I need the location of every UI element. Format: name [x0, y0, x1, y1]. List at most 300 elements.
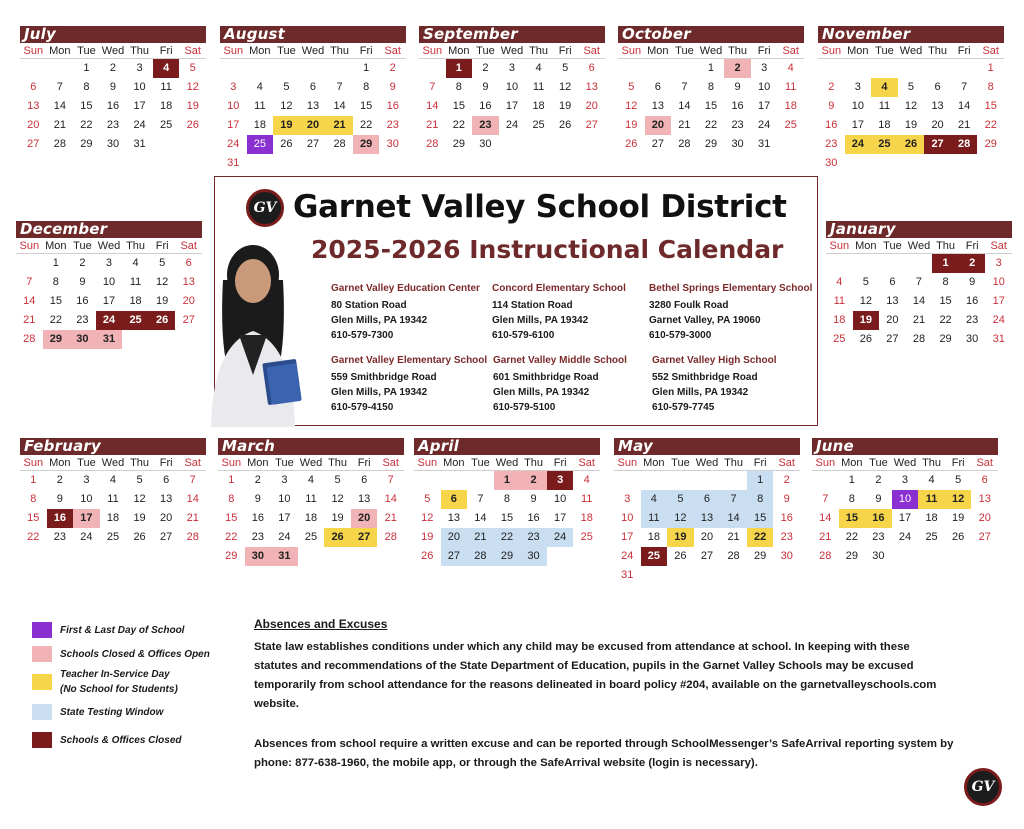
day-cell: 25 [532, 119, 545, 131]
day-cell: 13 [358, 493, 371, 505]
day-cell: 5 [955, 474, 962, 486]
day-cell: 13 [27, 100, 40, 112]
day-cell: 16 [825, 119, 838, 131]
day-cell: 31 [271, 547, 298, 566]
day-cell: 3 [136, 62, 143, 74]
day-cell: 12 [667, 509, 694, 528]
day-cell: 16 [251, 512, 264, 524]
day-cell: 13 [978, 493, 991, 505]
district-name: Garnet Valley School District [293, 189, 787, 225]
weekday-label: Sun [621, 45, 642, 57]
day-cell: 20 [351, 509, 378, 528]
day-cell: 7 [477, 493, 484, 505]
day-cell: 29 [845, 550, 858, 562]
day-cell: 15 [452, 100, 465, 112]
day-cell: 7 [387, 474, 394, 486]
weekday-header-row [20, 43, 206, 59]
weekday-label: Thu [728, 45, 748, 57]
empty-day-cell [818, 59, 845, 78]
month-title: June [812, 438, 998, 455]
day-cell: 10 [133, 81, 146, 93]
day-cell: 31 [621, 569, 634, 581]
day-cell: 1 [848, 474, 855, 486]
day-cell: 30 [520, 547, 547, 566]
day-cell: 7 [681, 81, 688, 93]
weekday-label: Fri [159, 45, 173, 57]
day-cell: 6 [934, 81, 941, 93]
day-cell: 22 [452, 119, 465, 131]
day-cell: 12 [421, 512, 434, 524]
day-cell: 21 [426, 119, 439, 131]
legend-schools-offices-closed [32, 732, 182, 748]
school-phone: 610-579-6100 [492, 330, 555, 341]
day-cell: 5 [424, 493, 431, 505]
day-cell: 30 [386, 138, 399, 150]
day-cell: 25 [106, 531, 120, 543]
day-cell: 31 [133, 138, 146, 150]
day-cell: 1 [707, 62, 715, 74]
day-cell: 15 [939, 295, 952, 307]
day-cell: 4 [871, 78, 898, 97]
day-cell: 16 [479, 100, 492, 112]
weekday-label: Sun [19, 240, 40, 252]
day-cell: 4 [109, 474, 117, 486]
weekday-label: Tue [675, 45, 694, 57]
day-cell: 4 [836, 276, 843, 288]
school-concord-elementary [492, 283, 652, 343]
school-name: Garnet Valley Elementary School [331, 355, 488, 366]
day-cell: 8 [987, 81, 994, 93]
day-cell: 4 [256, 81, 263, 93]
logo-text: GV [253, 200, 277, 216]
day-cell: 9 [56, 493, 63, 505]
month-august [220, 26, 406, 173]
day-cell: 19 [421, 531, 434, 543]
weekday-label: Sat [778, 457, 795, 469]
weekday-label: Thu [928, 45, 948, 57]
day-cell: 21 [727, 531, 740, 543]
weekday-label: Mon [49, 45, 71, 57]
weekday-label: Sun [815, 457, 836, 469]
day-cell: 10 [554, 493, 567, 505]
day-cell: 3 [508, 62, 516, 74]
day-cell: 11 [107, 493, 119, 505]
day-cell: 6 [163, 474, 170, 486]
day-cell: 18 [833, 314, 846, 326]
day-cell: 7 [189, 474, 196, 486]
day-cell: 24 [547, 528, 574, 547]
day-cell: 20 [182, 295, 195, 307]
day-cell: 23 [731, 119, 744, 131]
day-cell: 7 [56, 81, 63, 93]
day-cell: 11 [580, 493, 593, 505]
day-cell: 1 [363, 62, 370, 74]
day-cell: 19 [559, 100, 572, 112]
empty-day-cell [853, 254, 880, 273]
day-cell: 8 [848, 493, 855, 505]
weekday-label: Fri [357, 457, 371, 469]
day-cell: 8 [228, 493, 235, 505]
weekday-label: Mon [49, 457, 71, 469]
empty-day-cell [694, 471, 721, 490]
day-cell: 11 [641, 509, 668, 528]
school-gv-middle [493, 355, 653, 415]
empty-day-cell [20, 59, 47, 78]
day-cell: 24 [898, 531, 912, 543]
day-cell: 11 [160, 81, 172, 93]
day-cell: 9 [783, 493, 790, 505]
month-title: November [818, 26, 1004, 43]
weekday-label: Fri [957, 45, 971, 57]
day-cell: 27 [978, 531, 991, 543]
day-cell: 3 [281, 474, 288, 486]
weekday-label: Sun [221, 457, 242, 469]
day-cell: 6 [588, 62, 595, 74]
school-address: 3280 Foulk Road [649, 300, 729, 311]
day-cell: 15 [747, 509, 774, 528]
day-cell: 12 [156, 276, 169, 288]
day-cell: 2 [828, 81, 835, 93]
day-cell: 11 [305, 493, 317, 505]
day-cell: 29 [225, 550, 238, 562]
empty-day-cell [247, 59, 274, 78]
empty-day-cell [220, 59, 247, 78]
empty-day-cell [871, 59, 898, 78]
day-cell: 9 [875, 493, 882, 505]
weekday-header-row [419, 43, 605, 59]
day-cell: 28 [23, 333, 36, 345]
day-cell: 1 [30, 474, 37, 486]
day-cell: 17 [133, 100, 146, 112]
day-cell: 9 [109, 81, 117, 93]
day-cell: 5 [907, 81, 915, 93]
day-cell: 26 [421, 550, 434, 562]
weekday-label: Thu [529, 45, 549, 57]
day-cell: 28 [727, 550, 740, 562]
day-cell: 21 [912, 314, 926, 326]
legend-label: State Testing Window [60, 706, 164, 718]
day-cell: 10 [621, 512, 634, 524]
day-cell: 1 [83, 62, 90, 74]
day-cell: 19 [331, 512, 344, 524]
day-cell: 3 [105, 257, 113, 269]
day-cell: 3 [230, 81, 237, 93]
day-cell: 6 [30, 81, 37, 93]
day-cell: 28 [912, 333, 926, 345]
day-cell: 1 [446, 59, 473, 78]
weekday-header-row [812, 455, 998, 471]
day-cell: 22 [747, 528, 774, 547]
day-cell: 20 [585, 100, 598, 112]
weekday-label: Sun [422, 45, 443, 57]
day-cell: 3 [995, 257, 1002, 269]
day-cell: 10 [505, 81, 519, 93]
day-cell: 12 [331, 493, 344, 505]
month-title: October [618, 26, 804, 43]
weekday-label: Wed [299, 457, 323, 469]
day-cell: 10 [758, 81, 771, 93]
day-cell: 24 [992, 314, 1005, 326]
day-cell: 30 [872, 550, 885, 562]
day-cell: 27 [651, 138, 664, 150]
day-cell: 12 [859, 295, 872, 307]
day-cell: 12 [559, 81, 572, 93]
empty-day-cell [300, 59, 327, 78]
day-cell: 27 [306, 138, 320, 150]
district-info-box [214, 176, 818, 426]
day-cell: 18 [580, 512, 593, 524]
legend-label: Schools Closed & Offices Open [60, 648, 210, 660]
day-grid [812, 471, 998, 566]
weekday-label: Mon [847, 45, 869, 57]
weekday-label: Tue [883, 240, 902, 252]
day-cell: 12 [904, 100, 918, 112]
day-cell: 9 [828, 100, 835, 112]
weekday-label: Mon [247, 457, 269, 469]
day-grid [16, 254, 202, 349]
day-cell: 22 [49, 314, 62, 326]
day-cell: 10 [102, 276, 116, 288]
month-may [614, 438, 800, 585]
day-cell: 25 [304, 531, 318, 543]
day-cell: 14 [186, 493, 199, 505]
day-cell: 19 [853, 311, 880, 330]
legend-swatch [32, 704, 52, 720]
weekday-label: Tue [77, 457, 96, 469]
day-cell: 8 [503, 493, 511, 505]
day-grid [220, 59, 406, 173]
empty-day-cell [414, 471, 441, 490]
month-title: April [414, 438, 600, 455]
day-cell: 29 [754, 550, 767, 562]
weekday-label: Wed [899, 45, 923, 57]
day-cell: 28 [53, 138, 66, 150]
day-grid [419, 59, 605, 154]
weekday-label: Wed [495, 457, 519, 469]
day-cell: 28 [426, 138, 439, 150]
day-cell: 25 [122, 311, 149, 330]
empty-day-cell [951, 59, 978, 78]
day-cell: 27 [351, 528, 378, 547]
day-cell: 7 [26, 276, 33, 288]
day-cell: 8 [747, 490, 774, 509]
empty-day-cell [47, 59, 74, 78]
day-cell: 16 [106, 100, 120, 112]
weekday-label: Sat [384, 45, 401, 57]
month-title: February [20, 438, 206, 455]
empty-day-cell [641, 471, 668, 490]
day-cell: 5 [562, 62, 569, 74]
day-cell: 18 [106, 512, 120, 524]
day-cell: 6 [309, 81, 317, 93]
empty-day-cell [812, 471, 839, 490]
day-cell: 2 [724, 59, 751, 78]
day-cell: 18 [647, 531, 660, 543]
day-cell: 22 [984, 119, 997, 131]
day-cell: 24 [80, 531, 93, 543]
month-november [818, 26, 1004, 173]
weekday-label: Sat [180, 240, 197, 252]
school-bethel-springs [649, 283, 813, 343]
day-cell: 17 [992, 295, 1005, 307]
day-cell: 10 [992, 276, 1005, 288]
weekday-label: Fri [558, 45, 572, 57]
legend-first-last-day [32, 622, 184, 638]
weekday-label: Fri [965, 240, 979, 252]
day-cell: 2 [875, 474, 882, 486]
school-city: Glen Mills, PA 19342 [331, 315, 428, 326]
weekday-label: Fri [553, 457, 567, 469]
day-cell: 14 [678, 100, 691, 112]
day-cell: 24 [96, 311, 123, 330]
legend-label: Schools & Offices Closed [60, 734, 182, 746]
day-cell: 8 [707, 81, 715, 93]
day-cell: 26 [952, 531, 965, 543]
day-cell: 24 [505, 119, 519, 131]
day-cell: 13 [306, 100, 320, 112]
school-phone: 610-579-3000 [649, 330, 712, 341]
weekday-header-row [20, 455, 206, 471]
weekday-label: Sun [23, 457, 44, 469]
day-cell: 31 [227, 157, 240, 169]
day-cell: 28 [384, 531, 397, 543]
weekday-label: Thu [724, 457, 744, 469]
school-address: 601 Smithbridge Road [493, 372, 599, 383]
legend-label: Teacher In-Service Day [60, 669, 170, 680]
day-cell: 24 [133, 119, 146, 131]
weekday-label: Fri [757, 45, 771, 57]
day-cell: 31 [992, 333, 1005, 345]
day-cell: 30 [245, 547, 272, 566]
day-cell: 23 [53, 531, 66, 543]
weekday-label: Tue [476, 45, 495, 57]
day-cell: 19 [156, 295, 169, 307]
day-cell: 23 [872, 531, 885, 543]
day-cell: 2 [482, 62, 489, 74]
day-cell: 1 [932, 254, 959, 273]
weekday-label: Wed [695, 457, 719, 469]
day-cell: 4 [787, 62, 794, 74]
weekday-label: Thu [328, 457, 348, 469]
day-cell: 30 [69, 330, 96, 349]
day-cell: 15 [49, 295, 62, 307]
day-cell: 16 [780, 512, 793, 524]
empty-day-cell [667, 471, 694, 490]
day-cell: 20 [700, 531, 714, 543]
empty-day-cell [906, 254, 933, 273]
month-march [218, 438, 404, 566]
school-city: Glen Mills, PA 19342 [652, 387, 749, 398]
day-cell: 26 [149, 311, 176, 330]
day-cell: 27 [585, 119, 598, 131]
school-name: Concord Elementary School [492, 283, 626, 294]
day-cell: 5 [862, 276, 869, 288]
day-cell: 20 [160, 512, 173, 524]
day-grid [218, 471, 404, 566]
empty-day-cell [614, 471, 641, 490]
day-cell: 27 [886, 333, 899, 345]
day-cell: 22 [939, 314, 952, 326]
day-cell: 26 [898, 135, 925, 154]
weekday-label: Wed [500, 45, 524, 57]
weekday-label: Sat [782, 45, 799, 57]
day-cell: 7 [915, 276, 923, 288]
month-january [826, 221, 1012, 349]
day-cell: 13 [160, 493, 173, 505]
legend-swatch [32, 646, 52, 662]
day-cell: 23 [386, 119, 399, 131]
weekday-label: Tue [869, 457, 888, 469]
month-title: January [826, 221, 1012, 238]
weekday-label: Sat [990, 240, 1007, 252]
school-name: Bethel Springs Elementary School [649, 283, 813, 294]
day-cell: 30 [966, 333, 979, 345]
day-cell: 24 [845, 135, 872, 154]
school-city: Garnet Valley, PA 19060 [649, 315, 761, 326]
day-cell: 28 [467, 547, 494, 566]
weekday-label: Fri [359, 45, 373, 57]
absences-paragraph-1: State law establishes conditions under which any child may be excused from attendance at school. In keeping with these statutes and recommendations of the State Department of Education, pupils in the Garnet Valley Schools may be excused temporarily from school attendance for the reasons delineated in board policy #204, available on the garnetvalleyschools.com website. [254, 641, 937, 710]
day-cell: 19 [625, 119, 638, 131]
day-cell: 24 [227, 138, 240, 150]
day-cell: 15 [360, 100, 373, 112]
day-cell: 22 [360, 119, 373, 131]
weekday-label: Wed [893, 457, 917, 469]
month-title: September [419, 26, 605, 43]
day-cell: 14 [384, 493, 397, 505]
day-cell: 28 [678, 138, 691, 150]
day-cell: 16 [731, 100, 744, 112]
day-cell: 19 [904, 119, 918, 131]
day-cell: 29 [704, 138, 718, 150]
school-city: Glen Mills, PA 19342 [492, 315, 589, 326]
day-cell: 30 [106, 138, 120, 150]
day-cell: 26 [674, 550, 687, 562]
day-cell: 4 [535, 62, 542, 74]
day-cell: 21 [384, 512, 397, 524]
day-grid [618, 59, 804, 154]
day-cell: 19 [186, 100, 199, 112]
weekday-label: Fri [155, 240, 169, 252]
calendar-title: 2025-2026 Instructional Calendar [311, 235, 784, 264]
day-cell: 21 [186, 512, 199, 524]
day-cell: 25 [784, 119, 797, 131]
weekday-label: Sat [578, 457, 595, 469]
weekday-label: Thu [922, 457, 942, 469]
day-cell: 19 [667, 528, 694, 547]
day-cell: 15 [27, 512, 40, 524]
day-cell: 2 [254, 474, 261, 486]
school-address: 559 Smithbridge Road [331, 372, 437, 383]
month-february [20, 438, 206, 547]
day-cell: 23 [825, 138, 838, 150]
empty-day-cell [898, 59, 925, 78]
weekday-label: Wed [301, 45, 325, 57]
day-cell: 21 [467, 528, 494, 547]
day-cell: 28 [333, 138, 346, 150]
student-photo [183, 235, 323, 427]
day-cell: 20 [886, 314, 899, 326]
weekday-label: Thu [130, 45, 150, 57]
empty-day-cell [326, 59, 353, 78]
legend-label: First & Last Day of School [60, 624, 185, 636]
weekday-label: Fri [159, 457, 173, 469]
day-cell: 18 [129, 295, 142, 307]
day-cell: 29 [939, 333, 952, 345]
day-cell: 12 [945, 490, 972, 509]
day-cell: 3 [761, 62, 768, 74]
day-cell: 26 [133, 531, 146, 543]
